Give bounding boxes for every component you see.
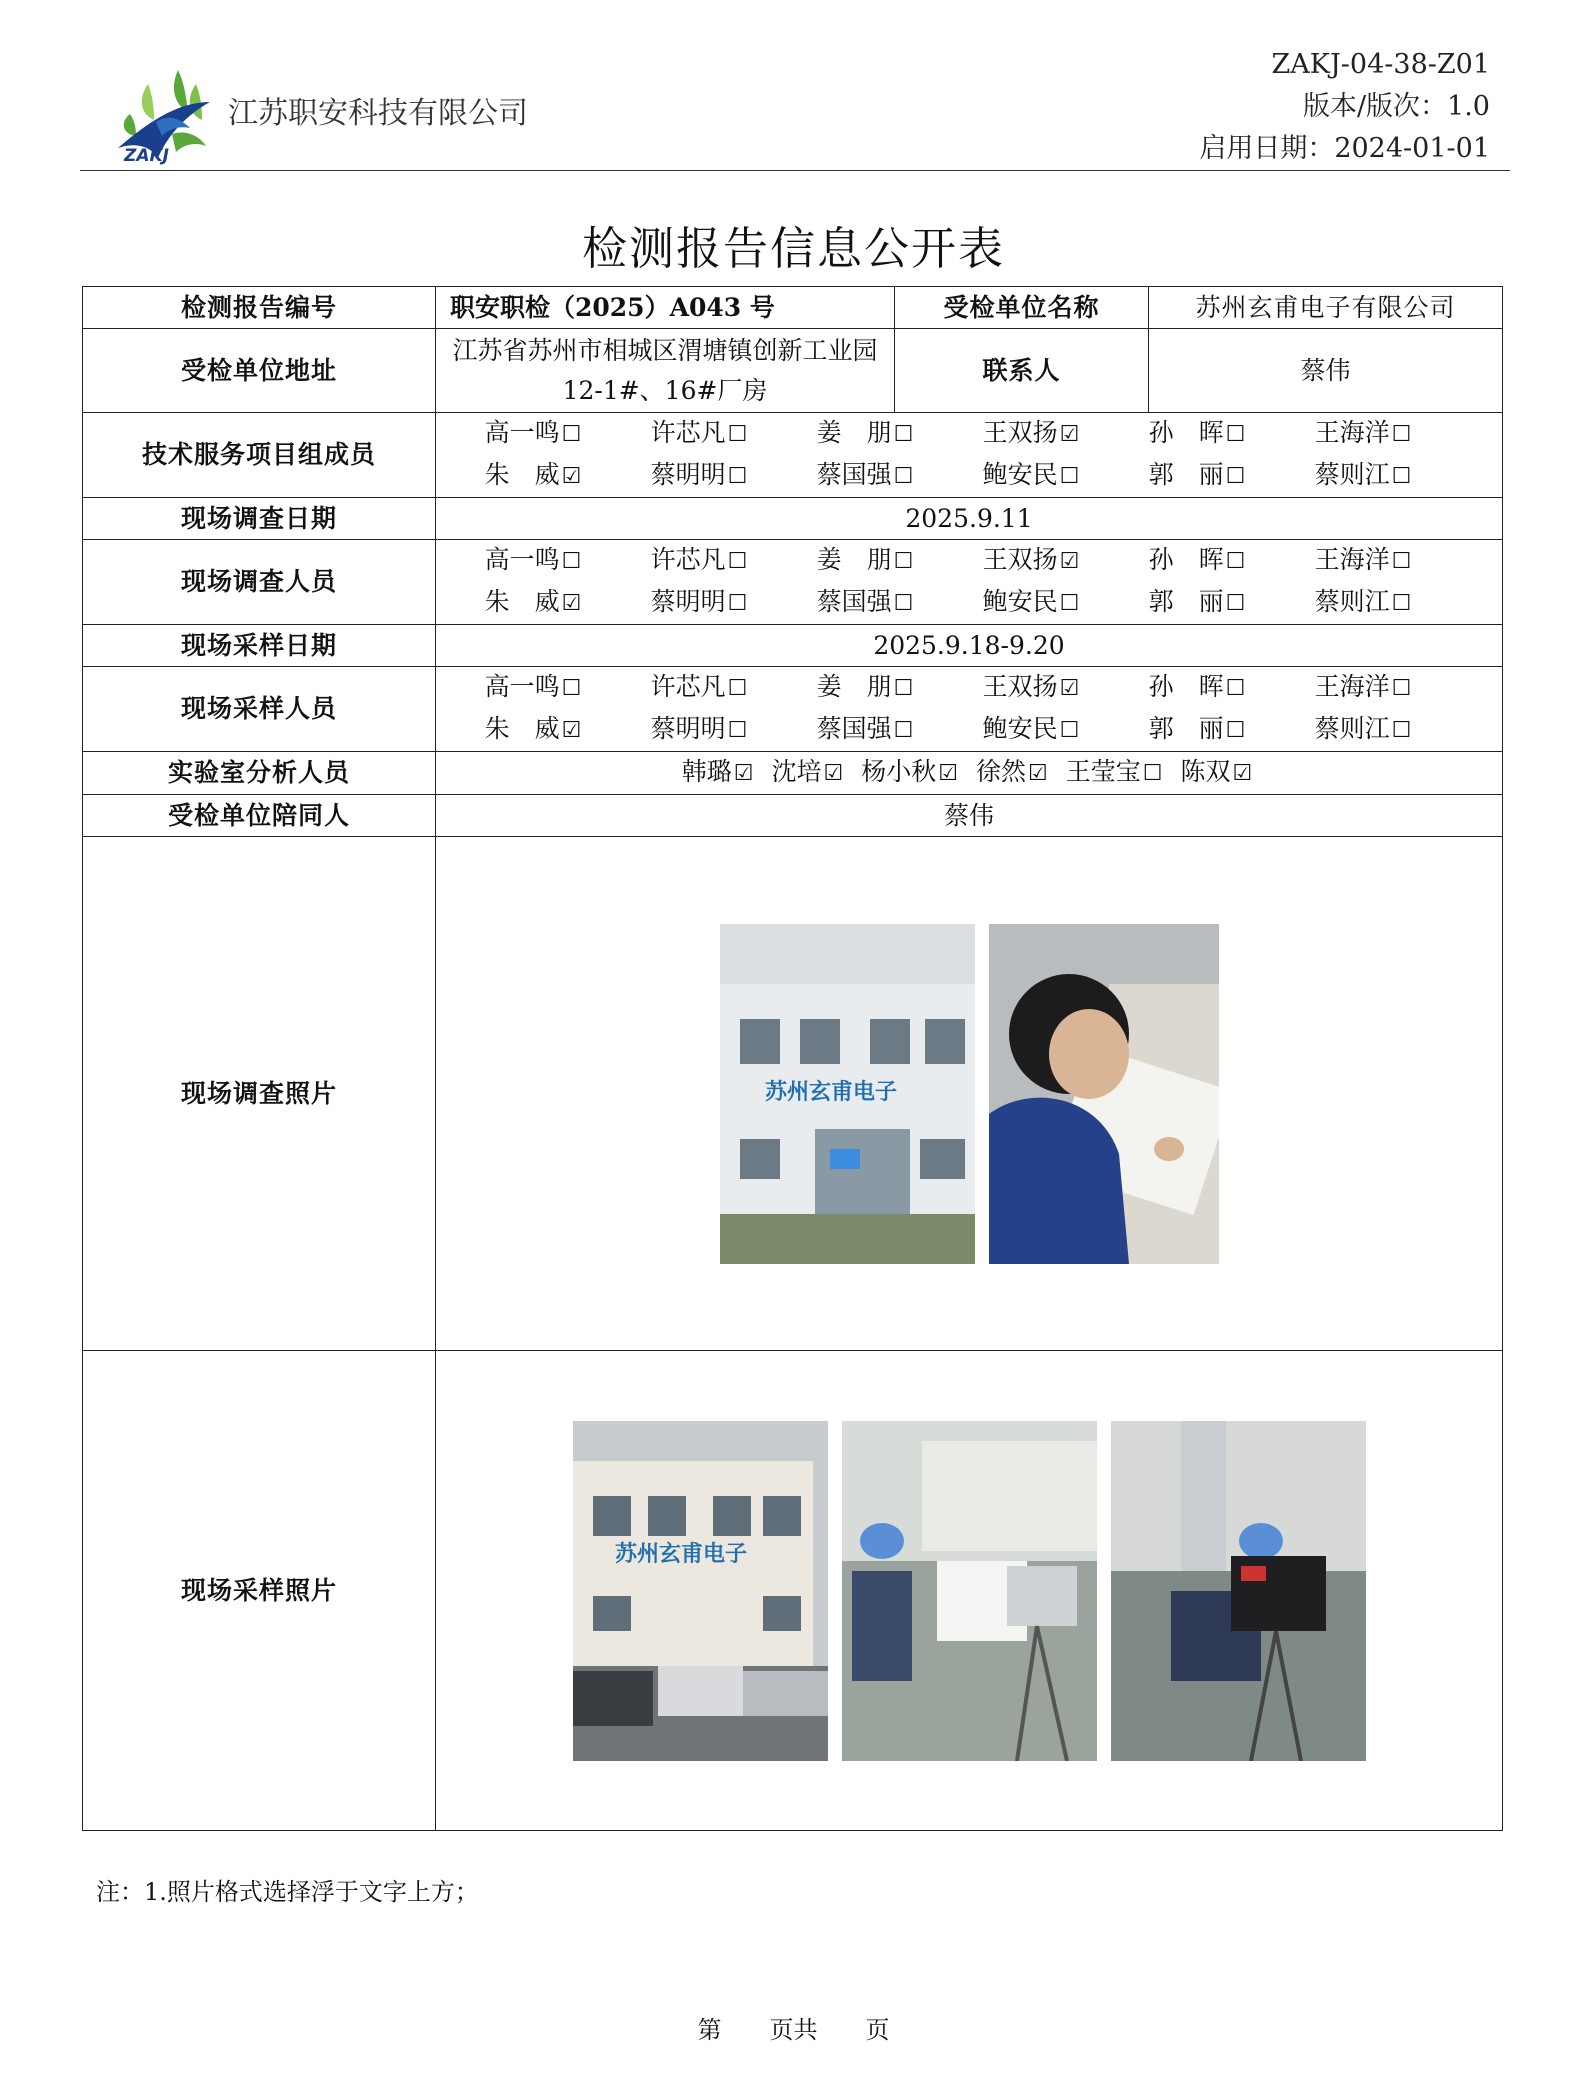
unchecked-box-icon[interactable]: ☐ (1225, 464, 1246, 489)
value-sampling-date: 2025.9.18-9.20 (436, 625, 1503, 667)
unchecked-box-icon[interactable]: ☐ (1225, 549, 1246, 574)
staff-name: 朱 威 (484, 714, 560, 743)
staff-name: 孙 晖 (1148, 672, 1224, 701)
unchecked-box-icon[interactable]: ☐ (1391, 549, 1412, 574)
unchecked-box-icon[interactable]: ☐ (1142, 761, 1163, 786)
staff-option (1114, 455, 1280, 497)
unchecked-box-icon[interactable]: ☐ (893, 422, 914, 447)
staff-option (450, 582, 616, 624)
team-options (436, 413, 1503, 498)
label-sampling-date: 现场采样日期 (83, 625, 436, 667)
value-address: 江苏省苏州市相城区渭塘镇创新工业园 12-1#、16#厂房 (436, 329, 895, 413)
unchecked-box-icon[interactable]: ☐ (1225, 422, 1246, 447)
staff-name: 许芯凡 (650, 545, 726, 574)
staff-option (782, 582, 948, 624)
checked-box-icon[interactable]: ☑ (561, 464, 582, 489)
staff-name: 许芯凡 (650, 418, 726, 447)
staff-name: 沈培 (771, 757, 822, 786)
staff-name: 郭 丽 (1148, 587, 1224, 616)
label-escort: 受检单位陪同人 (83, 795, 436, 837)
staff-option (1114, 667, 1280, 709)
unchecked-box-icon[interactable]: ☐ (561, 422, 582, 447)
staff-name: 徐然 (976, 757, 1027, 786)
staff-name: 杨小秋 (861, 757, 937, 786)
sign-text-2: 苏州玄甫电子 (614, 1541, 747, 1567)
survey-staff-grid (450, 540, 1502, 624)
unchecked-box-icon[interactable]: ☐ (1391, 464, 1412, 489)
staff-option (450, 667, 616, 709)
checked-box-icon[interactable]: ☑ (1232, 761, 1253, 786)
staff-option (861, 757, 958, 786)
unchecked-box-icon[interactable]: ☐ (727, 591, 748, 616)
report-info-table (82, 286, 1503, 1831)
staff-option (1280, 455, 1446, 497)
sampling-photo-workshop-1 (842, 1421, 1097, 1761)
staff-option (782, 455, 948, 497)
staff-option (782, 540, 948, 582)
unchecked-box-icon[interactable]: ☐ (893, 464, 914, 489)
staff-option (782, 667, 948, 709)
row-lab (83, 752, 1503, 795)
checked-box-icon[interactable]: ☑ (561, 591, 582, 616)
staff-option (616, 413, 782, 455)
row-address (83, 329, 1503, 413)
staff-option (616, 709, 782, 751)
unchecked-box-icon[interactable]: ☐ (893, 549, 914, 574)
unchecked-box-icon[interactable]: ☐ (1059, 718, 1080, 743)
staff-option (616, 582, 782, 624)
logo-text: ZAKJ (124, 146, 169, 166)
staff-option (1280, 413, 1446, 455)
staff-option (948, 582, 1114, 624)
row-report-no (83, 287, 1503, 329)
staff-name: 王海洋 (1314, 418, 1390, 447)
page-title: 检测报告信息公开表 (581, 222, 1005, 275)
staff-name: 王双扬 (982, 418, 1058, 447)
staff-option (772, 757, 844, 786)
unchecked-box-icon[interactable]: ☐ (1391, 718, 1412, 743)
staff-name: 孙 晖 (1148, 545, 1224, 574)
row-survey-date (83, 498, 1503, 540)
staff-name: 蔡则江 (1314, 714, 1390, 743)
staff-name: 蔡国强 (816, 714, 892, 743)
staff-option (948, 709, 1114, 751)
doc-effective-date: 启用日期：2024-01-01 (1199, 133, 1490, 164)
staff-option (1280, 582, 1446, 624)
row-survey-staff (83, 540, 1503, 625)
unchecked-box-icon[interactable]: ☐ (893, 676, 914, 701)
label-survey-date: 现场调查日期 (83, 498, 436, 540)
team-staff-grid (450, 413, 1502, 497)
staff-option (616, 455, 782, 497)
sampling-staff-options (436, 667, 1503, 752)
unchecked-box-icon[interactable]: ☐ (1059, 591, 1080, 616)
staff-option (948, 540, 1114, 582)
label-contact: 联系人 (895, 329, 1149, 413)
value-report-no: 职安职检（2025）A043 号 (436, 287, 895, 329)
label-team: 技术服务项目组成员 (83, 413, 436, 498)
staff-option (1114, 709, 1280, 751)
staff-option (1280, 540, 1446, 582)
staff-name: 许芯凡 (650, 672, 726, 701)
staff-option (1181, 757, 1253, 786)
sampling-photos-cell (436, 1351, 1503, 1831)
checked-box-icon[interactable]: ☑ (1059, 422, 1080, 447)
unchecked-box-icon[interactable]: ☐ (727, 549, 748, 574)
footnote: 注：1.照片格式选择浮于文字上方； (96, 1878, 479, 1906)
staff-name: 郭 丽 (1148, 714, 1224, 743)
staff-option (782, 709, 948, 751)
staff-name: 陈双 (1180, 757, 1231, 786)
unchecked-box-icon[interactable]: ☐ (727, 464, 748, 489)
staff-name: 鲍安民 (982, 460, 1058, 489)
staff-name: 蔡明明 (650, 460, 726, 489)
staff-option (450, 455, 616, 497)
staff-name: 高一鸣 (484, 545, 560, 574)
staff-option (948, 455, 1114, 497)
staff-name: 蔡则江 (1314, 460, 1390, 489)
unchecked-box-icon[interactable]: ☐ (561, 676, 582, 701)
checked-box-icon[interactable]: ☑ (1028, 761, 1048, 786)
label-sampling-photos: 现场采样照片 (83, 1351, 436, 1831)
sign-text: 苏州玄甫电子 (764, 1079, 897, 1105)
staff-name: 韩璐 (681, 757, 732, 786)
row-sampling-photos (83, 1351, 1503, 1831)
unchecked-box-icon[interactable]: ☐ (1391, 591, 1412, 616)
sampling-staff-grid (450, 667, 1502, 751)
staff-name: 高一鸣 (484, 418, 560, 447)
staff-name: 王海洋 (1314, 545, 1390, 574)
staff-option (450, 709, 616, 751)
unchecked-box-icon[interactable]: ☐ (1059, 464, 1080, 489)
doc-meta (1199, 44, 1490, 170)
staff-option (616, 667, 782, 709)
value-company-name: 苏州玄甫电子有限公司 (1149, 287, 1503, 329)
unchecked-box-icon[interactable]: ☐ (561, 549, 582, 574)
staff-name: 姜 朋 (816, 418, 892, 447)
page-header (80, 40, 1510, 171)
staff-option (682, 757, 754, 786)
staff-option (1280, 667, 1446, 709)
staff-name: 蔡国强 (816, 460, 892, 489)
lab-staff-options (436, 752, 1503, 795)
checked-box-icon[interactable]: ☑ (561, 718, 582, 743)
unchecked-box-icon[interactable]: ☐ (893, 591, 914, 616)
row-sampling-staff (83, 667, 1503, 752)
sampling-photo-workshop-2 (1111, 1421, 1366, 1761)
company-name: 江苏职安科技有限公司 (228, 96, 528, 131)
value-survey-date: 2025.9.11 (436, 498, 1503, 540)
unchecked-box-icon[interactable]: ☐ (1225, 676, 1246, 701)
unchecked-box-icon[interactable]: ☐ (727, 676, 748, 701)
staff-option (1114, 540, 1280, 582)
row-sampling-date (83, 625, 1503, 667)
staff-option (1280, 709, 1446, 751)
staff-name: 王莹宝 (1065, 757, 1141, 786)
staff-option (1066, 757, 1163, 786)
staff-name: 姜 朋 (816, 545, 892, 574)
checked-box-icon[interactable]: ☑ (938, 761, 958, 786)
unchecked-box-icon[interactable]: ☐ (1391, 422, 1412, 447)
label-survey-staff: 现场调查人员 (83, 540, 436, 625)
unchecked-box-icon[interactable]: ☐ (727, 422, 748, 447)
sampling-photos (436, 1421, 1502, 1761)
unchecked-box-icon[interactable]: ☐ (1391, 676, 1412, 701)
label-report-no: 检测报告编号 (83, 287, 436, 329)
doc-version: 版本/版次：1.0 (1302, 91, 1490, 122)
survey-photos-cell (436, 837, 1503, 1351)
staff-option (616, 540, 782, 582)
label-sampling-staff: 现场采样人员 (83, 667, 436, 752)
unchecked-box-icon[interactable]: ☐ (727, 718, 748, 743)
staff-option (948, 667, 1114, 709)
staff-name: 鲍安民 (982, 587, 1058, 616)
staff-name: 蔡明明 (650, 587, 726, 616)
staff-option (1114, 413, 1280, 455)
unchecked-box-icon[interactable]: ☐ (1225, 718, 1246, 743)
unchecked-box-icon[interactable]: ☐ (893, 718, 914, 743)
staff-option (1114, 582, 1280, 624)
sampling-photo-building (573, 1421, 828, 1761)
doc-code: ZAKJ-04-38-Z01 (1271, 49, 1490, 80)
staff-name: 王双扬 (982, 545, 1058, 574)
value-escort: 蔡伟 (436, 795, 1503, 837)
staff-name: 朱 威 (484, 460, 560, 489)
survey-staff-options (436, 540, 1503, 625)
label-company-name: 受检单位名称 (895, 287, 1149, 329)
staff-name: 朱 威 (484, 587, 560, 616)
checked-box-icon[interactable]: ☑ (823, 761, 844, 786)
staff-option (782, 413, 948, 455)
staff-name: 郭 丽 (1148, 460, 1224, 489)
staff-name: 蔡国强 (816, 587, 892, 616)
survey-photo-building (720, 924, 975, 1264)
survey-photos (436, 924, 1502, 1264)
label-address: 受检单位地址 (83, 329, 436, 413)
staff-option (450, 540, 616, 582)
unchecked-box-icon[interactable]: ☐ (1225, 591, 1246, 616)
staff-option (976, 757, 1048, 786)
staff-name: 蔡明明 (650, 714, 726, 743)
staff-name: 蔡则江 (1314, 587, 1390, 616)
row-team (83, 413, 1503, 498)
staff-name: 孙 晖 (1148, 418, 1224, 447)
staff-name: 王海洋 (1314, 672, 1390, 701)
staff-name: 鲍安民 (982, 714, 1058, 743)
staff-name: 高一鸣 (484, 672, 560, 701)
checked-box-icon[interactable]: ☑ (1059, 549, 1080, 574)
survey-photo-worker (989, 924, 1219, 1264)
value-contact: 蔡伟 (1149, 329, 1503, 413)
checked-box-icon[interactable]: ☑ (733, 761, 754, 786)
page-footer: 第 页共 页 (697, 2016, 890, 2044)
staff-option (948, 413, 1114, 455)
row-survey-photos (83, 837, 1503, 1351)
staff-name: 王双扬 (982, 672, 1058, 701)
checked-box-icon[interactable]: ☑ (1059, 676, 1080, 701)
staff-name: 姜 朋 (816, 672, 892, 701)
staff-option (450, 413, 616, 455)
label-survey-photos: 现场调查照片 (83, 837, 436, 1351)
label-lab: 实验室分析人员 (83, 752, 436, 795)
row-escort (83, 795, 1503, 837)
